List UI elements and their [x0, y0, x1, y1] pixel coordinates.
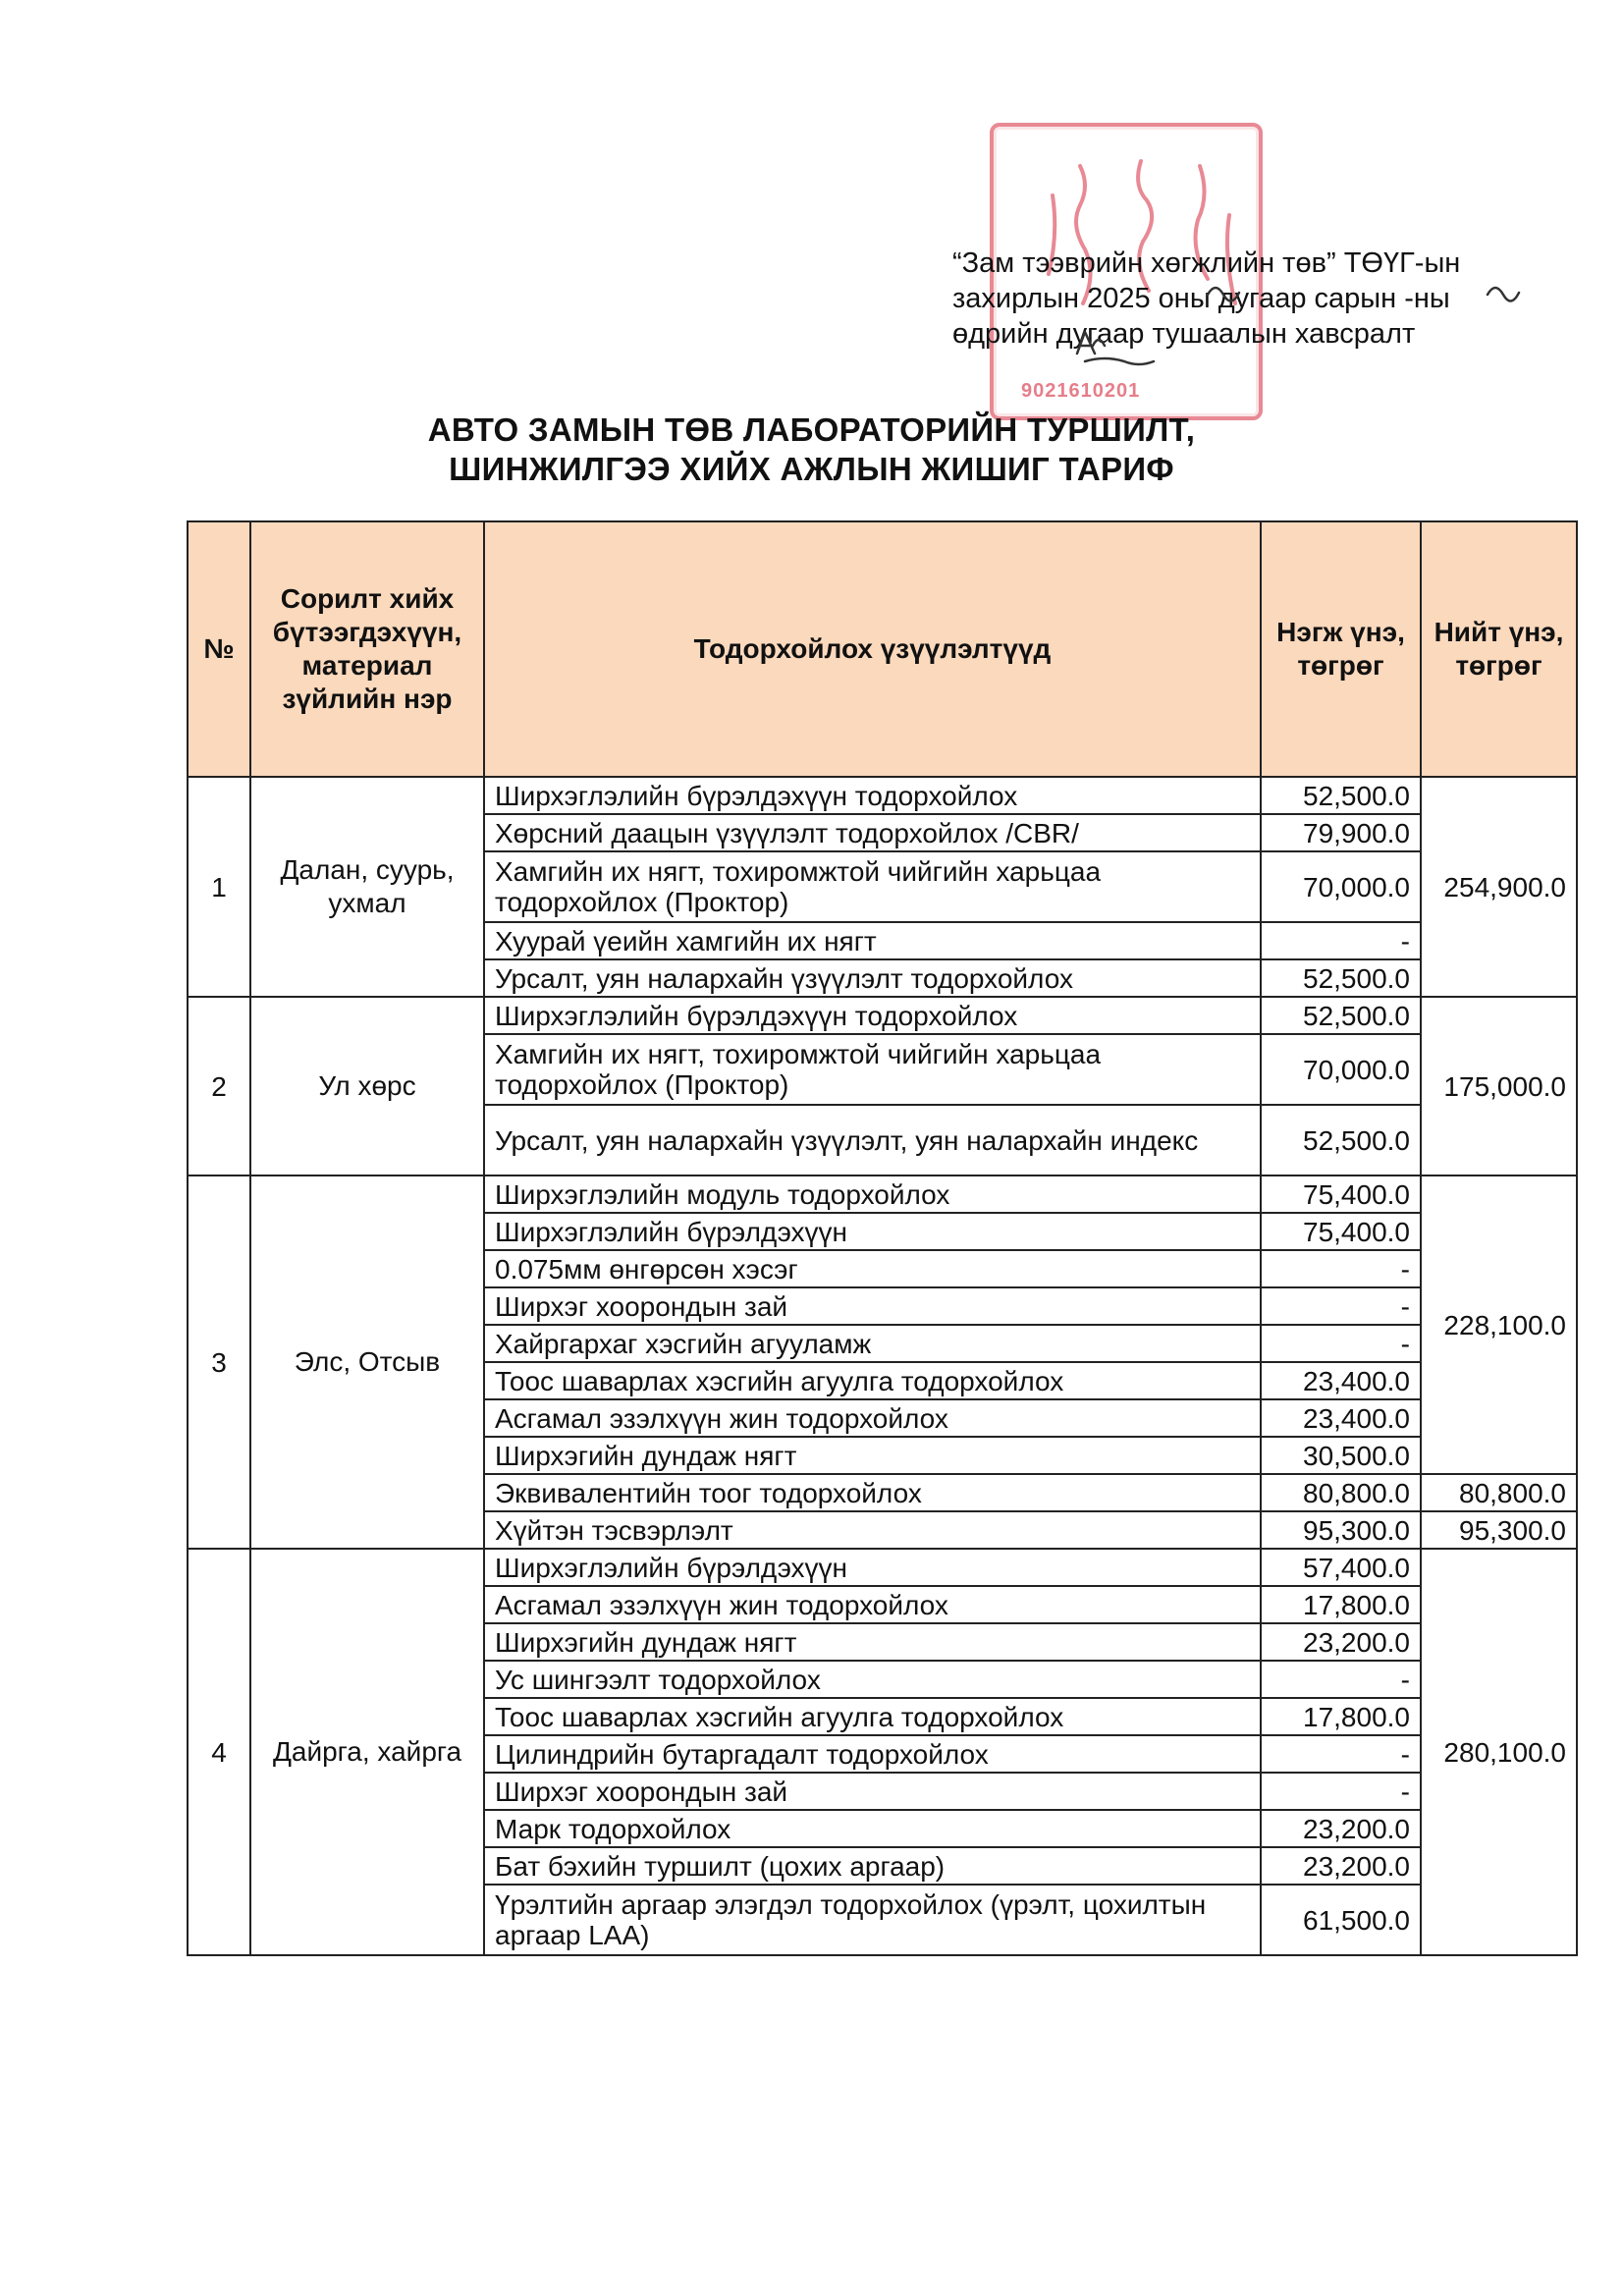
- requirement-cell: Асгамал эзэлхүүн жин тодорхойлох: [484, 1586, 1261, 1623]
- unit-price-cell: 23,200.0: [1261, 1810, 1421, 1847]
- unit-price-cell: -: [1261, 1773, 1421, 1810]
- requirement-cell: Ширхэглэлийн бүрэлдэхүүн тодорхойлох: [484, 997, 1261, 1034]
- group-material: Далан, суурь, ухмал: [250, 777, 484, 997]
- requirement-cell: Урсалт, уян налархайн үзүүлэлт, уян налархайн индекс: [484, 1105, 1261, 1175]
- unit-price-cell: 75,400.0: [1261, 1213, 1421, 1250]
- unit-price-cell: 30,500.0: [1261, 1437, 1421, 1474]
- group-number: 1: [188, 777, 250, 997]
- unit-price-cell: 17,800.0: [1261, 1698, 1421, 1735]
- unit-price-cell: -: [1261, 922, 1421, 959]
- requirement-cell: Ширхэглэлийн модуль тодорхойлох: [484, 1175, 1261, 1213]
- header-material: Сорилт хийх бүтээгдэхүүн, материал зүйлийн нэр: [250, 521, 484, 777]
- unit-price-cell: 52,500.0: [1261, 1105, 1421, 1175]
- requirement-cell: Хамгийн их нягт, тохиромжтой чийгийн харьцаа тодорхойлох (Проктор): [484, 851, 1261, 922]
- unit-price-cell: 52,500.0: [1261, 997, 1421, 1034]
- requirement-cell: Үрэлтийн аргаар элэгдэл тодорхойлох (үрэлт, цохилтын аргаар LAA): [484, 1885, 1261, 1955]
- group-material: Ул хөрс: [250, 997, 484, 1175]
- requirement-cell: Марк тодорхойлох: [484, 1810, 1261, 1847]
- document-title: [0, 410, 1623, 489]
- unit-price-cell: 80,800.0: [1261, 1474, 1421, 1511]
- requirement-cell: Тоос шаварлах хэсгийн агуулга тодорхойлох: [484, 1362, 1261, 1399]
- unit-price-cell: 70,000.0: [1261, 851, 1421, 922]
- requirement-cell: Хөрсний даацын үзүүлэлт тодорхойлох /CBR/: [484, 814, 1261, 851]
- unit-price-cell: -: [1261, 1735, 1421, 1773]
- document-title-line-1: АВТО ЗАМЫН ТӨВ ЛАБОРАТОРИЙН ТУРШИЛТ,: [427, 411, 1196, 448]
- unit-price-cell: 61,500.0: [1261, 1885, 1421, 1955]
- unit-price-cell: -: [1261, 1250, 1421, 1287]
- requirement-cell: Ус шингээлт тодорхойлох: [484, 1661, 1261, 1698]
- total-price-cell: 175,000.0: [1421, 997, 1577, 1175]
- group-material: Дайрга, хайрга: [250, 1549, 484, 1955]
- unit-price-cell: -: [1261, 1325, 1421, 1362]
- table-row: [188, 777, 1577, 814]
- group-number: 2: [188, 997, 250, 1175]
- stamp-number: 9021610201: [1021, 380, 1141, 402]
- unit-price-cell: 57,400.0: [1261, 1549, 1421, 1586]
- requirement-cell: Ширхэглэлийн бүрэлдэхүүн: [484, 1549, 1261, 1586]
- table-header-row: [188, 521, 1577, 777]
- header-number: №: [188, 521, 250, 777]
- table-row: [188, 1175, 1577, 1213]
- tariff-table: [187, 520, 1578, 1956]
- order-reference-line-1: “Зам тээврийн хөгжлийн төв” ТӨҮГ-ын: [952, 247, 1461, 279]
- requirement-cell: Ширхэгийн дундаж нягт: [484, 1623, 1261, 1661]
- unit-price-cell: 23,400.0: [1261, 1362, 1421, 1399]
- header-requirements: Тодорхойлох үзүүлэлтүүд: [484, 521, 1261, 777]
- requirement-cell: Хуурай үеийн хамгийн их нягт: [484, 922, 1261, 959]
- requirement-cell: Ширхэг хоорондын зай: [484, 1773, 1261, 1810]
- unit-price-cell: 79,900.0: [1261, 814, 1421, 851]
- unit-price-cell: 52,500.0: [1261, 959, 1421, 997]
- requirement-cell: Урсалт, уян налархайн үзүүлэлт тодорхойлох: [484, 959, 1261, 997]
- document-title-line-2: ШИНЖИЛГЭЭ ХИЙХ АЖЛЫН ЖИШИГ ТАРИФ: [449, 451, 1174, 487]
- total-price-cell: 228,100.0: [1421, 1175, 1577, 1474]
- total-price-cell: 95,300.0: [1421, 1511, 1577, 1549]
- order-reference-line-2: захирлын 2025 оны дугаар сарын -ны: [952, 283, 1450, 314]
- total-price-cell: 80,800.0: [1421, 1474, 1577, 1511]
- requirement-cell: Хайргархаг хэсгийн агууламж: [484, 1325, 1261, 1362]
- unit-price-cell: 23,200.0: [1261, 1623, 1421, 1661]
- group-material: Элс, Отсыв: [250, 1175, 484, 1549]
- total-price-cell: 280,100.0: [1421, 1549, 1577, 1955]
- requirement-cell: Асгамал эзэлхүүн жин тодорхойлох: [484, 1399, 1261, 1437]
- requirement-cell: Тоос шаварлах хэсгийн агуулга тодорхойлох: [484, 1698, 1261, 1735]
- header-unit-price: Нэгж үнэ, төгрөг: [1261, 521, 1421, 777]
- requirement-cell: Ширхэглэлийн бүрэлдэхүүн: [484, 1213, 1261, 1250]
- unit-price-cell: 17,800.0: [1261, 1586, 1421, 1623]
- group-number: 4: [188, 1549, 250, 1955]
- unit-price-cell: 95,300.0: [1261, 1511, 1421, 1549]
- table-row: [188, 1549, 1577, 1586]
- unit-price-cell: 75,400.0: [1261, 1175, 1421, 1213]
- unit-price-cell: -: [1261, 1661, 1421, 1698]
- order-reference: [952, 246, 1542, 352]
- unit-price-cell: -: [1261, 1287, 1421, 1325]
- requirement-cell: Цилиндрийн бутаргадалт тодорхойлох: [484, 1735, 1261, 1773]
- table-row: [188, 997, 1577, 1034]
- unit-price-cell: 23,400.0: [1261, 1399, 1421, 1437]
- requirement-cell: Бат бэхийн туршилт (цохих аргаар): [484, 1847, 1261, 1885]
- unit-price-cell: 70,000.0: [1261, 1034, 1421, 1105]
- requirement-cell: Ширхэг хоорондын зай: [484, 1287, 1261, 1325]
- requirement-cell: 0.075мм өнгөрсөн хэсэг: [484, 1250, 1261, 1287]
- group-number: 3: [188, 1175, 250, 1549]
- header-total-price: Нийт үнэ, төгрөг: [1421, 521, 1577, 777]
- requirement-cell: Ширхэглэлийн бүрэлдэхүүн тодорхойлох: [484, 777, 1261, 814]
- order-reference-line-3: өдрийн дугаар тушаалын хавсралт: [952, 318, 1416, 350]
- requirement-cell: Хүйтэн тэсвэрлэлт: [484, 1511, 1261, 1549]
- unit-price-cell: 23,200.0: [1261, 1847, 1421, 1885]
- total-price-cell: 254,900.0: [1421, 777, 1577, 997]
- requirement-cell: Эквивалентийн тоог тодорхойлох: [484, 1474, 1261, 1511]
- unit-price-cell: 52,500.0: [1261, 777, 1421, 814]
- requirement-cell: Хамгийн их нягт, тохиромжтой чийгийн харьцаа тодорхойлох (Проктор): [484, 1034, 1261, 1105]
- requirement-cell: Ширхэгийн дундаж нягт: [484, 1437, 1261, 1474]
